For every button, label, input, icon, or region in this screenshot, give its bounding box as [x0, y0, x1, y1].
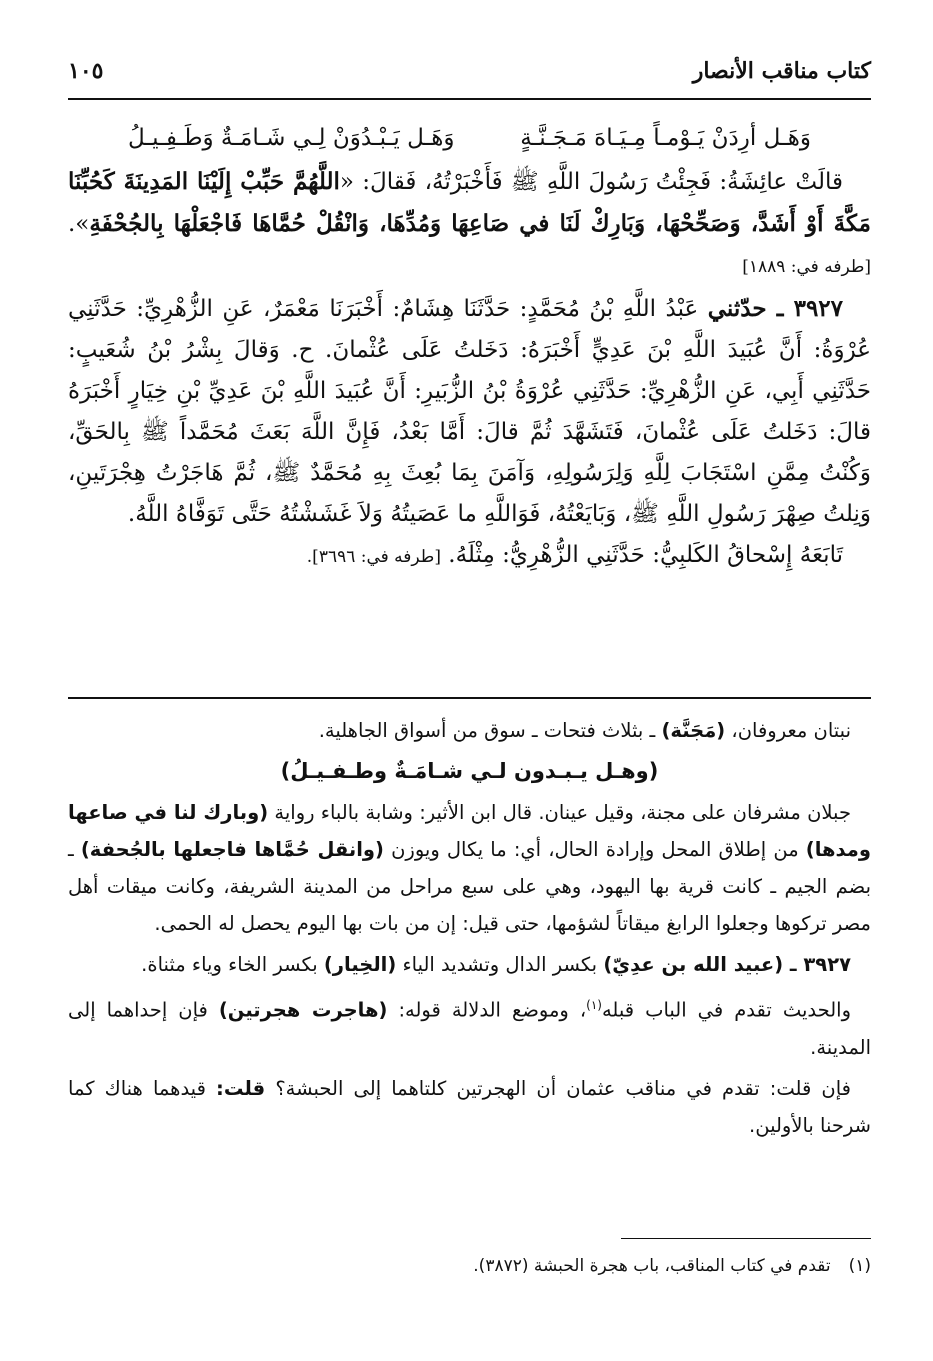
section-divider — [68, 697, 871, 699]
commentary-text: من إطلاق المحل وإرادة الحال، أي: ما يكال ويوزن — [383, 838, 806, 861]
verse-hemistich-left: وَهَـل يَـبْـدُوَنْ لِـي شَـامَـةٌ وَطَـفِـيـلُ — [128, 125, 455, 151]
commentary-text: نبتان معروفان، — [725, 719, 851, 742]
commentary-term: (مَجَنَّة) — [661, 719, 726, 742]
commentary-verse-title: (وهـل يـبـدون لـي شـامَـةٌ وطـفـيـلُ) — [280, 759, 659, 783]
footnote — [68, 1252, 871, 1280]
commentary-text: ، وموضع الدلالة قوله: — [387, 998, 587, 1022]
aisha-paragraph — [68, 161, 871, 288]
commentary-paragraph — [68, 1070, 871, 1144]
commentary-text: قيدهما هناك كما شرحنا بالأولين. — [68, 1076, 871, 1137]
hadith-paragraph — [68, 288, 871, 535]
follow-paragraph — [68, 535, 871, 578]
commentary-text: جبلان مشرفان على مجنة، وقيل عينان. قال ابن الأثير: وشابة بالباء رواية — [268, 801, 851, 824]
follow-text: تَابَعَهُ إِسْحاقُ الكَلبِيُّ: حَدَّثَنِي الزُّهْرِيُّ: مِثْلَهُ. — [448, 542, 843, 568]
footnote-marker[interactable]: (١) — [586, 998, 602, 1012]
commentary-text: بكسر الدال وتشديد الياء — [396, 953, 604, 976]
hadith-text: عَبْدُ اللَّهِ بْنُ مُحَمَّدٍ: حَدَّثَنَا هِشَامٌ: أَخْبَرَنَا مَعْمَرٌ، عَنِ الزُّهْرِيِّ: حَدَّثَنِي عُرْوَةُ: أَنَّ عُبَيدَ اللَّهِ بْنَ عَدِيٍّ أَخْبَرَهُ: دَخَلتُ عَلَى عُثْمانَ. ح. وَقالَ بِشْرُ بْنُ شُعَيبٍ: حَدَّثَنِي أَبِي، عَنِ الزُّهْرِيِّ: حَدَّثَنِي عُرْوَةُ بْنُ الزُّبَيرِ: أَنَّ عُبَيدَ اللَّهِ بْنَ عَدِيِّ بْنِ خِيَارٍ أَخْبَرَهُ قالَ: دَخَلتُ عَلَى عُثْمانَ، فَتَشَهَّدَ ثُمَّ قالَ: أَمَّا بَعْدُ، فَإِنَّ اللَّهَ بَعَثَ مُحَمَّداً ﷺ بِالحَقِّ، وَكُنْتُ مِمَّنِ اسْتَجَابَ لِلَّهِ وَلِرَسُولِهِ، وَآمَنَ بِمَا بُعِثَ بِهِ مُحَمَّدٌ ﷺ، ثُمَّ هَاجَرْتُ هِجْرَتَينِ، وَنِلتُ صِهْرَ رَسُولِ اللَّهِ ﷺ، وَبَايَعْتُهُ، فَوَاللَّهِ ما عَصَيتُهُ وَلاَ غَشَشْتُهُ حَتَّى تَوَفَّاهُ اللَّهُ. — [68, 296, 871, 527]
footnote-text: تقدم في كتاب المناقب، باب هجرة الحبشة (٣٨٧٢). — [473, 1256, 831, 1276]
commentary-term: (وبارك لنا في صاعها ومدها) — [68, 801, 871, 861]
commentary-term: قلت: — [216, 1076, 266, 1100]
commentary-text: والحديث تقدم في الباب قبله — [601, 998, 852, 1022]
commentary-paragraph — [68, 794, 871, 942]
book-title: كتاب مناقب الأنصار — [692, 58, 871, 84]
footnote-mark: (١) — [848, 1256, 871, 1276]
commentary-hadith-number: ٣٩٢٧ ـ (عبيد الله بن عدِيّ) — [603, 953, 851, 976]
page-number: ١٠٥ — [68, 58, 104, 84]
verse-hemistich-right: وَهَـل أرِدَنْ يَـوْمـاً مِـيَـاهَ مَـجَـنَّـةٍ — [520, 125, 811, 151]
aisha-close: ». — [68, 211, 90, 237]
hadith-number: ٣٩٢٧ ـ حدّثني — [707, 295, 844, 322]
commentary-paragraph — [68, 712, 871, 749]
commentary-text: فإن إحداهما إلى المدينة. — [68, 998, 871, 1059]
commentary-text: ـ بضم الجيم ـ كانت قرية بها اليهود، وهي على سبع مراحل من المدينة الشريفة، وكانت ميقات أهل مصر تركوها وجعلوا الرابغ ميقاتاً لشؤمها، حتى قيل: إن من بات بها اليوم يحصل له الحمى. — [68, 838, 871, 935]
commentary-text: ـ بثلاث فتحات ـ سوق من أسواق الجاهلية. — [318, 719, 662, 742]
cross-reference: [طرفه في: ١٨٨٩] — [742, 257, 871, 277]
commentary-text: فإن قلت: تقدم في مناقب عثمان أن الهجرتين كلتاهما إلى الحبشة؟ — [265, 1076, 852, 1100]
commentary-paragraph — [68, 987, 871, 1066]
poetry-verse — [68, 118, 871, 159]
page-header — [68, 58, 871, 100]
commentary — [68, 712, 871, 1148]
main-text — [68, 118, 871, 578]
commentary-paragraph — [68, 946, 871, 983]
footnote-rule — [621, 1238, 871, 1239]
aisha-intro: قالَتْ عائِشَةُ: فَجِئْتُ رَسُولَ اللَّهِ ﷺ فَأَخْبَرْتُهُ، فَقالَ: « — [339, 169, 843, 195]
commentary-term: (الخِيار) — [323, 953, 397, 976]
commentary-text: بكسر الخاء وياء مثناة. — [141, 953, 324, 976]
commentary-term: (هاجرت هجرتين) — [218, 998, 388, 1022]
commentary-term: (وانقل حُمَّاها فاجعلها بالجُحفة) — [80, 838, 384, 861]
cross-reference: [طرفه في: ٣٦٩٦]. — [306, 547, 441, 567]
aisha-dua: اللَّهُمَّ حَبِّبْ إِلَيْنَا المَدِينَةَ كَحُبِّنَا مَكَّةَ أَوْ أَشَدَّ، وَصَحِّحْهَا، وَبَارِكْ لَنَا في صَاعِهَا وَمُدِّهَا، وَانْقُلْ حُمَّاهَا فَاجْعَلْهَا بِالجُحْفَةِ — [68, 168, 871, 237]
